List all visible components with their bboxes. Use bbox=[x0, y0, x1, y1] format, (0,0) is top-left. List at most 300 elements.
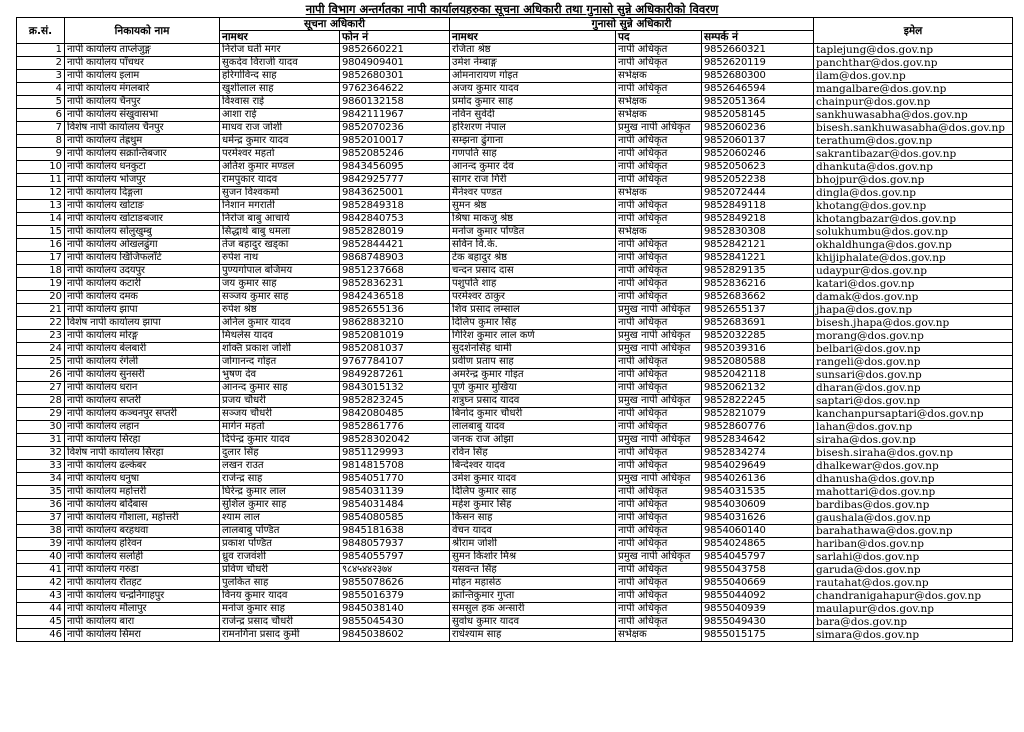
table-row bbox=[17, 564, 1013, 577]
row-org: नापी कार्यालय सिरहा bbox=[65, 434, 220, 447]
row-contact: 9852834642 bbox=[702, 434, 814, 447]
row-contact: 9852060246 bbox=[702, 148, 814, 161]
row-info-name: आनन्द कुमार साह bbox=[220, 382, 340, 395]
row-info-phone: 9852849318 bbox=[340, 200, 450, 213]
row-sn: 34 bbox=[17, 473, 65, 486]
row-contact: 9854031535 bbox=[702, 486, 814, 499]
row-contact: 9852060236 bbox=[702, 122, 814, 135]
row-info-phone: 9767784107 bbox=[340, 356, 450, 369]
row-email: simara@dos.gov.np bbox=[814, 629, 1013, 642]
row-post: नापी अधिकृत bbox=[616, 317, 702, 330]
row-contact: 9852646594 bbox=[702, 83, 814, 96]
header-info-phone: फोन नं bbox=[340, 31, 450, 44]
row-grievance-name: चन्दन प्रसाद दास bbox=[450, 265, 616, 278]
row-sn: 9 bbox=[17, 148, 65, 161]
row-info-name: सञ्जय कुमार साह bbox=[220, 291, 340, 304]
row-contact: 9852860776 bbox=[702, 421, 814, 434]
row-org: नापी कार्यालय खोटाङबजार bbox=[65, 213, 220, 226]
row-contact: 9852822245 bbox=[702, 395, 814, 408]
table-row bbox=[17, 122, 1013, 135]
row-info-name: राजेन्द्र साह bbox=[220, 473, 340, 486]
row-info-phone: 9852823245 bbox=[340, 395, 450, 408]
row-info-name: खुशीलाल साह bbox=[220, 83, 340, 96]
row-info-name: भुषण देव bbox=[220, 369, 340, 382]
row-contact: 9854024865 bbox=[702, 538, 814, 551]
table-row bbox=[17, 187, 1013, 200]
row-email: dharan@dos.gov.np bbox=[814, 382, 1013, 395]
row-contact: 9854031626 bbox=[702, 512, 814, 525]
row-grievance-name: सुमन किशोर मिश्र bbox=[450, 551, 616, 564]
row-email: rangeli@dos.gov.np bbox=[814, 356, 1013, 369]
row-contact: 9852836216 bbox=[702, 278, 814, 291]
row-contact: 9852841221 bbox=[702, 252, 814, 265]
row-contact: 9852655137 bbox=[702, 304, 814, 317]
row-contact: 9852842121 bbox=[702, 239, 814, 252]
row-email: chandranigahapur@dos.gov.np bbox=[814, 590, 1013, 603]
table-row bbox=[17, 109, 1013, 122]
table-row bbox=[17, 44, 1013, 57]
row-info-name: रामपुकार यादव bbox=[220, 174, 340, 187]
row-info-name: मनोज कुमार साह bbox=[220, 603, 340, 616]
row-info-phone: 9852828019 bbox=[340, 226, 450, 239]
row-post: नापी अधिकृत bbox=[616, 239, 702, 252]
row-grievance-name: नविन सुवेदी bbox=[450, 109, 616, 122]
row-sn: 40 bbox=[17, 551, 65, 564]
row-grievance-name: राधेश्याम साह bbox=[450, 629, 616, 642]
row-grievance-name: शिव प्रसाद लम्साल bbox=[450, 304, 616, 317]
row-email: belbari@dos.gov.np bbox=[814, 343, 1013, 356]
row-org: विशेष नापी कार्यालय झापा bbox=[65, 317, 220, 330]
row-post: नापी अधिकृत bbox=[616, 200, 702, 213]
row-info-phone: 9852010017 bbox=[340, 135, 450, 148]
row-post: प्रमुख नापी अधिकृत bbox=[616, 434, 702, 447]
row-info-name: सञ्जय चौधरी bbox=[220, 408, 340, 421]
row-email: okhaldhunga@dos.gov.np bbox=[814, 239, 1013, 252]
row-org: नापी कार्यालय सुनसरी bbox=[65, 369, 220, 382]
row-info-phone: 9854080585 bbox=[340, 512, 450, 525]
row-contact: 9852849118 bbox=[702, 200, 814, 213]
row-org: नापी कार्यालय धरान bbox=[65, 382, 220, 395]
row-org: नापी कार्यालय उदयपुर bbox=[65, 265, 220, 278]
row-contact: 9855049430 bbox=[702, 616, 814, 629]
row-org: नापी कार्यालय सोलुखुम्बु bbox=[65, 226, 220, 239]
row-post: नापी अधिकृत bbox=[616, 603, 702, 616]
header-org: निकायको नाम bbox=[65, 18, 220, 44]
document-title bbox=[0, 2, 1024, 16]
table-row bbox=[17, 499, 1013, 512]
row-grievance-name: हरिशरण नेपाल bbox=[450, 122, 616, 135]
row-info-name: पुलकित साह bbox=[220, 577, 340, 590]
row-grievance-name: आनन्द कुमार देव bbox=[450, 161, 616, 174]
row-sn: 39 bbox=[17, 538, 65, 551]
row-org: विशेष नापी कार्यालय सिरहा bbox=[65, 447, 220, 460]
table-row bbox=[17, 447, 1013, 460]
row-org: नापी कार्यालय गरुडा bbox=[65, 564, 220, 577]
row-org: नापी कार्यालय झापा bbox=[65, 304, 220, 317]
row-sn: 38 bbox=[17, 525, 65, 538]
row-org: नापी कार्यालय इलाम bbox=[65, 70, 220, 83]
table-row bbox=[17, 525, 1013, 538]
table-row bbox=[17, 551, 1013, 564]
row-org: नापी कार्यालय मंगलबारे bbox=[65, 83, 220, 96]
row-info-phone: 9804909401 bbox=[340, 57, 450, 70]
row-grievance-name: जनक राज ओझा bbox=[450, 434, 616, 447]
row-sn: 5 bbox=[17, 96, 65, 109]
row-info-name: निरोज बाबु आचार्य bbox=[220, 213, 340, 226]
row-email: terathum@dos.gov.np bbox=[814, 135, 1013, 148]
row-contact: 9852080588 bbox=[702, 356, 814, 369]
row-grievance-name: यसवन्त सिंह bbox=[450, 564, 616, 577]
row-contact: 9855040669 bbox=[702, 577, 814, 590]
row-org: नापी कार्यालय सप्तरी bbox=[65, 395, 220, 408]
row-sn: 41 bbox=[17, 564, 65, 577]
row-contact: 9855040939 bbox=[702, 603, 814, 616]
row-contact: 9852620119 bbox=[702, 57, 814, 70]
row-info-name: प्रविण चौधरी bbox=[220, 564, 340, 577]
row-org: नापी कार्यालय रौतहट bbox=[65, 577, 220, 590]
row-sn: 23 bbox=[17, 330, 65, 343]
row-sn: 18 bbox=[17, 265, 65, 278]
table-row bbox=[17, 395, 1013, 408]
row-email: khotang@dos.gov.np bbox=[814, 200, 1013, 213]
row-info-phone: 98528302042 bbox=[340, 434, 450, 447]
row-grievance-name: उमेश कुमार यादव bbox=[450, 473, 616, 486]
table-row bbox=[17, 278, 1013, 291]
row-email: hariban@dos.gov.np bbox=[814, 538, 1013, 551]
row-org: नापी कार्यालय दिङ्गला bbox=[65, 187, 220, 200]
row-contact: 9852062132 bbox=[702, 382, 814, 395]
table-row bbox=[17, 252, 1013, 265]
row-sn: 28 bbox=[17, 395, 65, 408]
row-grievance-name: सुमन श्रेष्ठ bbox=[450, 200, 616, 213]
row-email: gaushala@dos.gov.np bbox=[814, 512, 1013, 525]
row-org: नापी कार्यालय चैनपुर bbox=[65, 96, 220, 109]
row-info-phone: 9852660221 bbox=[340, 44, 450, 57]
row-contact: 9852834274 bbox=[702, 447, 814, 460]
row-info-name: तेज बहादुर खड्का bbox=[220, 239, 340, 252]
row-org: नापी कार्यालय बारा bbox=[65, 616, 220, 629]
row-contact: 9852821079 bbox=[702, 408, 814, 421]
row-contact: 9855015175 bbox=[702, 629, 814, 642]
table-row bbox=[17, 460, 1013, 473]
row-org: नापी कार्यालय सर्लाही bbox=[65, 551, 220, 564]
row-grievance-name: श्रीराम जोशी bbox=[450, 538, 616, 551]
row-info-name: घिरेन्द्र कुमार लाल bbox=[220, 486, 340, 499]
row-org: नापी कार्यालय दमक bbox=[65, 291, 220, 304]
row-grievance-name: सविन वि.के. bbox=[450, 239, 616, 252]
row-org: नापी कार्यालय बेलबारी bbox=[65, 343, 220, 356]
row-grievance-name: पूर्ण कुमार मुखिया bbox=[450, 382, 616, 395]
table-row bbox=[17, 70, 1013, 83]
header-grievance-name: नामथर bbox=[450, 31, 616, 44]
header-contact: सम्पर्क नं bbox=[702, 31, 814, 44]
row-sn: 17 bbox=[17, 252, 65, 265]
row-info-phone: 9852861776 bbox=[340, 421, 450, 434]
row-info-phone: 9849287261 bbox=[340, 369, 450, 382]
row-grievance-name: रजिता श्रेष्ठ bbox=[450, 44, 616, 57]
row-grievance-name: बिन्देश्वर यादव bbox=[450, 460, 616, 473]
row-info-name: धर्मेन्द्र कुमार यादव bbox=[220, 135, 340, 148]
row-email: siraha@dos.gov.np bbox=[814, 434, 1013, 447]
row-info-phone: 9852070236 bbox=[340, 122, 450, 135]
row-sn: 4 bbox=[17, 83, 65, 96]
row-contact: 9852050623 bbox=[702, 161, 814, 174]
row-grievance-name: बिनोद कुमार चौधरी bbox=[450, 408, 616, 421]
table-row bbox=[17, 291, 1013, 304]
table-row bbox=[17, 356, 1013, 369]
row-contact: 9854045797 bbox=[702, 551, 814, 564]
table-row bbox=[17, 408, 1013, 421]
row-email: mangalbare@dos.gov.np bbox=[814, 83, 1013, 96]
row-grievance-name: उमेश नेम्बाङ्ग bbox=[450, 57, 616, 70]
row-org: नापी कार्यालय धनकुटा bbox=[65, 161, 220, 174]
row-post: प्रमुख नापी अधिकृत bbox=[616, 122, 702, 135]
row-info-phone: 9854055797 bbox=[340, 551, 450, 564]
row-email: sarlahi@dos.gov.np bbox=[814, 551, 1013, 564]
row-org: नापी कार्यालय खिजिफलाँटे bbox=[65, 252, 220, 265]
table-row bbox=[17, 317, 1013, 330]
row-sn: 2 bbox=[17, 57, 65, 70]
row-post: नापी अधिकृत bbox=[616, 525, 702, 538]
table-row bbox=[17, 434, 1013, 447]
row-sn: 7 bbox=[17, 122, 65, 135]
row-email: solukhumbu@dos.gov.np bbox=[814, 226, 1013, 239]
table-row bbox=[17, 304, 1013, 317]
row-info-name: राजेन्द्र प्रसाद चौधरी bbox=[220, 616, 340, 629]
row-info-phone: 9852680301 bbox=[340, 70, 450, 83]
row-contact: 9852042118 bbox=[702, 369, 814, 382]
row-org: नापी कार्यालय सिमरा bbox=[65, 629, 220, 642]
row-info-phone: 9843456095 bbox=[340, 161, 450, 174]
row-info-name: हरिगोविन्द साह bbox=[220, 70, 340, 83]
row-info-name: सुकदेव विराजी यादव bbox=[220, 57, 340, 70]
row-post: सभेक्षक bbox=[616, 629, 702, 642]
row-sn: 25 bbox=[17, 356, 65, 369]
row-contact: 9852830308 bbox=[702, 226, 814, 239]
row-post: नापी अधिकृत bbox=[616, 421, 702, 434]
table-row bbox=[17, 486, 1013, 499]
row-grievance-name: परमेश्वर ठाकुर bbox=[450, 291, 616, 304]
row-org: नापी कार्यालय कञ्चनपुर सप्तरी bbox=[65, 408, 220, 421]
row-info-name: प्रकाश पण्डित bbox=[220, 538, 340, 551]
row-grievance-name: किसन साह bbox=[450, 512, 616, 525]
row-org: नापी कार्यालय पाँचथर bbox=[65, 57, 220, 70]
row-email: morang@dos.gov.np bbox=[814, 330, 1013, 343]
row-sn: 21 bbox=[17, 304, 65, 317]
row-post: प्रमुख नापी अधिकृत bbox=[616, 304, 702, 317]
row-email: kanchanpursaptari@dos.gov.np bbox=[814, 408, 1013, 421]
row-sn: 44 bbox=[17, 603, 65, 616]
row-contact: 9854030609 bbox=[702, 499, 814, 512]
row-contact: 9854060140 bbox=[702, 525, 814, 538]
row-post: नापी अधिकृत bbox=[616, 213, 702, 226]
row-email: dhanusha@dos.gov.np bbox=[814, 473, 1013, 486]
row-sn: 1 bbox=[17, 44, 65, 57]
row-info-name: शक्ति प्रकाश जोशी bbox=[220, 343, 340, 356]
table-row bbox=[17, 226, 1013, 239]
row-grievance-name: मैनेश्वर पण्डत bbox=[450, 187, 616, 200]
row-info-phone: 9852085246 bbox=[340, 148, 450, 161]
row-post: नापी अधिकृत bbox=[616, 382, 702, 395]
row-org: विशेष नापी कार्यालय चैनपुर bbox=[65, 122, 220, 135]
row-contact: 9852072444 bbox=[702, 187, 814, 200]
row-email: sankhuwasabha@dos.gov.np bbox=[814, 109, 1013, 122]
row-info-name: रामनगिना प्रसाद कुर्मी bbox=[220, 629, 340, 642]
row-info-name: प्रजय चौधरी bbox=[220, 395, 340, 408]
row-sn: 29 bbox=[17, 408, 65, 421]
row-sn: 12 bbox=[17, 187, 65, 200]
row-post: नापी अधिकृत bbox=[616, 616, 702, 629]
row-contact: 9852680300 bbox=[702, 70, 814, 83]
row-sn: 13 bbox=[17, 200, 65, 213]
row-info-name: विनय कुमार यादव bbox=[220, 590, 340, 603]
row-contact: 9852849218 bbox=[702, 213, 814, 226]
row-org: नापी कार्यालय मौलापुर bbox=[65, 603, 220, 616]
row-post: नापी अधिकृत bbox=[616, 577, 702, 590]
row-post: नापी अधिकृत bbox=[616, 408, 702, 421]
row-info-phone: 9852844421 bbox=[340, 239, 450, 252]
row-sn: 14 bbox=[17, 213, 65, 226]
row-info-phone: 9852081019 bbox=[340, 330, 450, 343]
row-info-name: आशा राई bbox=[220, 109, 340, 122]
row-sn: 3 bbox=[17, 70, 65, 83]
row-info-name: रुपेश नाथ bbox=[220, 252, 340, 265]
row-email: bardibas@dos.gov.np bbox=[814, 499, 1013, 512]
row-org: नापी कार्यालय रंगेली bbox=[65, 356, 220, 369]
row-org: नापी कार्यालय भोजपुर bbox=[65, 174, 220, 187]
row-email: ilam@dos.gov.np bbox=[814, 70, 1013, 83]
row-grievance-name: सुदर्शनसिंह धामी bbox=[450, 343, 616, 356]
row-contact: 9852683691 bbox=[702, 317, 814, 330]
row-email: khijiphalate@dos.gov.np bbox=[814, 252, 1013, 265]
row-post: प्रमुख नापी अधिकृत bbox=[616, 473, 702, 486]
row-info-phone: 9848057937 bbox=[340, 538, 450, 551]
row-email: katari@dos.gov.np bbox=[814, 278, 1013, 291]
header-row-top bbox=[17, 18, 1013, 31]
row-info-name: जय कुमार साह bbox=[220, 278, 340, 291]
table-row bbox=[17, 239, 1013, 252]
row-post: सभेक्षक bbox=[616, 187, 702, 200]
row-email: sunsari@dos.gov.np bbox=[814, 369, 1013, 382]
row-email: maulapur@dos.gov.np bbox=[814, 603, 1013, 616]
row-info-phone: 9842080485 bbox=[340, 408, 450, 421]
row-info-phone: ९८४५४४२३७४ bbox=[340, 564, 450, 577]
row-post: नापी अधिकृत bbox=[616, 148, 702, 161]
row-sn: 16 bbox=[17, 239, 65, 252]
row-post: नापी अधिकृत bbox=[616, 447, 702, 460]
row-email: dhalkewar@dos.gov.np bbox=[814, 460, 1013, 473]
row-contact: 9852032285 bbox=[702, 330, 814, 343]
table-row bbox=[17, 148, 1013, 161]
row-grievance-name: सागर राज गिरी bbox=[450, 174, 616, 187]
row-post: प्रमुख नापी अधिकृत bbox=[616, 395, 702, 408]
table-row bbox=[17, 512, 1013, 525]
row-email: udaypur@dos.gov.np bbox=[814, 265, 1013, 278]
row-grievance-name: क्रान्तिकुमार गुप्ता bbox=[450, 590, 616, 603]
table-row bbox=[17, 629, 1013, 642]
row-info-name: मिथलेस यादव bbox=[220, 330, 340, 343]
header-grievance-officer: गुनासो सुन्ने अधिकारी bbox=[450, 18, 814, 31]
row-post: नापी अधिकृत bbox=[616, 252, 702, 265]
row-sn: 26 bbox=[17, 369, 65, 382]
row-sn: 15 bbox=[17, 226, 65, 239]
row-contact: 9855044092 bbox=[702, 590, 814, 603]
row-post: प्रमुख नापी अधिकृत bbox=[616, 343, 702, 356]
row-info-phone: 9854031139 bbox=[340, 486, 450, 499]
row-sn: 20 bbox=[17, 291, 65, 304]
row-post: नापी अधिकृत bbox=[616, 460, 702, 473]
row-org: नापी कार्यालय गौशाला, महोत्तरी bbox=[65, 512, 220, 525]
row-info-name: दिपेन्द्र कुमार यादव bbox=[220, 434, 340, 447]
table-row bbox=[17, 135, 1013, 148]
table-row bbox=[17, 161, 1013, 174]
row-post: नापी अधिकृत bbox=[616, 369, 702, 382]
row-email: dhankuta@dos.gov.np bbox=[814, 161, 1013, 174]
row-info-name: लखन राउत bbox=[220, 460, 340, 473]
row-org: नापी कार्यालय धनुषा bbox=[65, 473, 220, 486]
row-sn: 35 bbox=[17, 486, 65, 499]
table-row bbox=[17, 473, 1013, 486]
row-post: नापी अधिकृत bbox=[616, 265, 702, 278]
row-org: नापी कार्यालय ढल्केबर bbox=[65, 460, 220, 473]
row-post: नापी अधिकृत bbox=[616, 486, 702, 499]
row-grievance-name: गिरिश कुमार लाल कर्ण bbox=[450, 330, 616, 343]
row-email: barahathawa@dos.gov.np bbox=[814, 525, 1013, 538]
row-sn: 46 bbox=[17, 629, 65, 642]
row-post: नापी अधिकृत bbox=[616, 291, 702, 304]
row-grievance-name: प्रमोद कुमार साह bbox=[450, 96, 616, 109]
row-email: sakrantibazar@dos.gov.np bbox=[814, 148, 1013, 161]
row-contact: 9852660321 bbox=[702, 44, 814, 57]
row-info-name: विश्वास राई bbox=[220, 96, 340, 109]
row-post: नापी अधिकृत bbox=[616, 135, 702, 148]
header-info-officer: सूचना अधिकारी bbox=[220, 18, 450, 31]
row-grievance-name: महेश कुमार सिंह bbox=[450, 499, 616, 512]
row-post: नापी अधिकृत bbox=[616, 590, 702, 603]
row-grievance-name: दिलिप कुमार साह bbox=[450, 486, 616, 499]
row-grievance-name: शत्रुघ्न प्रसाद यादव bbox=[450, 395, 616, 408]
row-info-phone: 9842111967 bbox=[340, 109, 450, 122]
row-email: jhapa@dos.gov.np bbox=[814, 304, 1013, 317]
row-post: नापी अधिकृत bbox=[616, 174, 702, 187]
row-sn: 36 bbox=[17, 499, 65, 512]
row-grievance-name: श्रिषा माकजु श्रेष्ठ bbox=[450, 213, 616, 226]
row-info-name: पुण्यगोपाल बजिमय bbox=[220, 265, 340, 278]
table-row bbox=[17, 616, 1013, 629]
row-info-phone: 9845038140 bbox=[340, 603, 450, 616]
row-info-name: अनिल कुमार यादव bbox=[220, 317, 340, 330]
row-email: bara@dos.gov.np bbox=[814, 616, 1013, 629]
row-post: नापी अधिकृत bbox=[616, 161, 702, 174]
row-info-name: दुलार सिंह bbox=[220, 447, 340, 460]
row-sn: 8 bbox=[17, 135, 65, 148]
row-info-phone: 9855045430 bbox=[340, 616, 450, 629]
table-row bbox=[17, 577, 1013, 590]
row-post: नापी अधिकृत bbox=[616, 57, 702, 70]
row-info-phone: 9851129993 bbox=[340, 447, 450, 460]
row-grievance-name: पशुपति शाह bbox=[450, 278, 616, 291]
row-org: नापी कार्यालय ताप्लेजुङ्ग bbox=[65, 44, 220, 57]
row-org: नापी कार्यालय खोटाङ bbox=[65, 200, 220, 213]
row-sn: 45 bbox=[17, 616, 65, 629]
row-grievance-name: समसुल हक अन्सारी bbox=[450, 603, 616, 616]
row-info-name: निशान मगरार्ती bbox=[220, 200, 340, 213]
row-post: नापी अधिकृत bbox=[616, 499, 702, 512]
row-contact: 9852829135 bbox=[702, 265, 814, 278]
row-sn: 24 bbox=[17, 343, 65, 356]
row-post: प्रमुख नापी अधिकृत bbox=[616, 551, 702, 564]
row-post: नापी अधिकृत bbox=[616, 538, 702, 551]
